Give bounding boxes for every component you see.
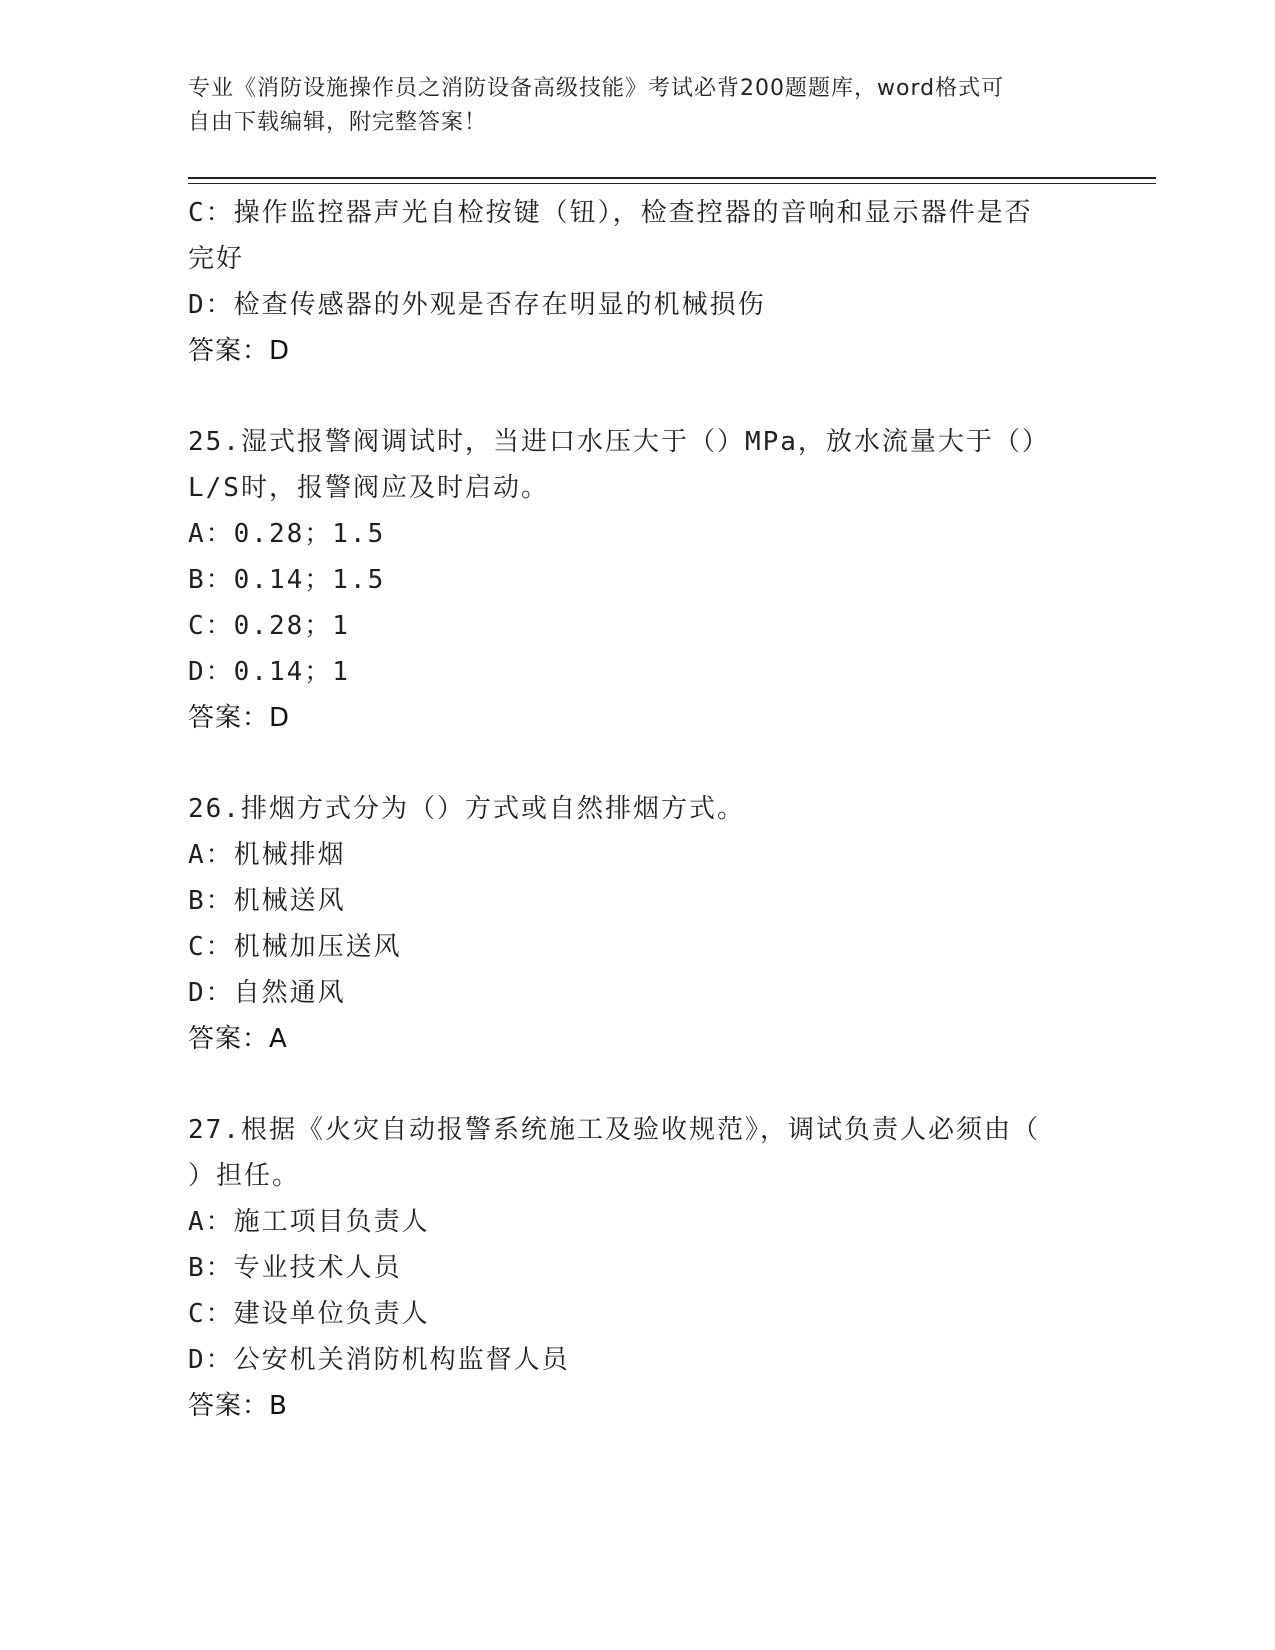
option-c: C：建设单位负责人 (188, 1299, 430, 1329)
question-26 (188, 786, 1088, 1062)
document-header (188, 72, 1078, 140)
spacer (188, 741, 1088, 786)
header-divider-thin (188, 183, 1156, 184)
spacer (188, 1062, 1088, 1107)
option-d: D：自然通风 (188, 978, 346, 1008)
spacer (188, 374, 1088, 419)
question-stem: 25.湿式报警阀调试时，当进口水压大于（）MPa，放水流量大于（） (188, 427, 1050, 457)
option-a: A：施工项目负责人 (188, 1207, 430, 1237)
option-d: D：检查传感器的外观是否存在明显的机械损伤 (188, 290, 766, 320)
header-title-line-1: 专业《消防设施操作员之消防设备高级技能》考试必背200题题库，word格式可 (188, 76, 1005, 101)
question-27 (188, 1107, 1088, 1429)
option-d: D：0.14；1 (188, 657, 350, 687)
question-stem: 27.根据《火灾自动报警系统施工及验收规范》，调试负责人必须由（ (188, 1115, 1040, 1145)
answer-line: 答案：D (188, 336, 291, 366)
question-25 (188, 419, 1088, 741)
option-c: C：机械加压送风 (188, 932, 402, 962)
option-c-continued: 完好 (188, 244, 245, 274)
header-title-line-2: 自由下载编辑，附完整答案！ (188, 110, 488, 135)
option-d: D：公安机关消防机构监督人员 (188, 1345, 570, 1375)
question-stem-continued: ）担任。 (188, 1161, 301, 1191)
option-c: C：0.28；1 (188, 611, 350, 641)
answer-line: 答案：D (188, 703, 291, 733)
answer-line: 答案：B (188, 1391, 288, 1421)
header-divider-thick (188, 177, 1156, 179)
option-a: A：机械排烟 (188, 840, 346, 870)
question-stem-continued: L/S时，报警阀应及时启动。 (188, 473, 549, 503)
question-continued (188, 190, 1088, 374)
option-b: B：0.14；1.5 (188, 565, 386, 595)
option-c: C：操作监控器声光自检按键（钮），检查控器的音响和显示器件是否 (188, 198, 1033, 228)
answer-line: 答案：A (188, 1024, 288, 1054)
question-list (188, 190, 1088, 1429)
question-stem: 26.排烟方式分为（）方式或自然排烟方式。 (188, 794, 745, 824)
option-b: B：专业技术人员 (188, 1253, 402, 1283)
option-b: B：机械送风 (188, 886, 346, 916)
option-a: A：0.28；1.5 (188, 519, 386, 549)
